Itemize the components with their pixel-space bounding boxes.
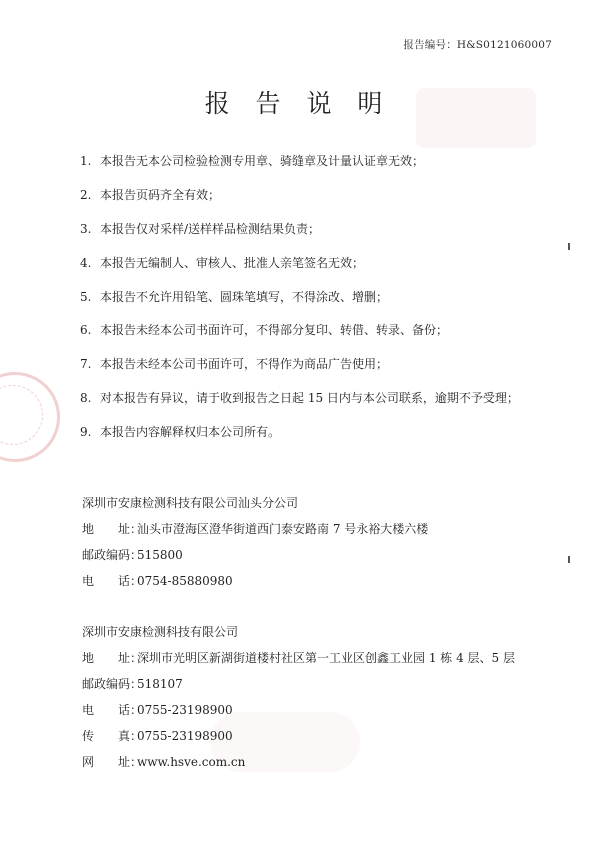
zip-value: 515800 <box>137 548 183 562</box>
report-number: 报告编号：H&S0121060007 <box>403 39 552 51</box>
zip-value: 518107 <box>137 677 183 691</box>
item-text: 本报告未经本公司书面许可，不得作为商品广告使用； <box>100 357 389 372</box>
fax-value: 0755-23198900 <box>137 729 233 743</box>
list-item <box>80 321 570 355</box>
item-text: 本报告无本公司检验检测专用章、骑缝章及计量认证章无效； <box>100 154 425 168</box>
phone-value: 0755-23198900 <box>137 703 233 717</box>
list-item <box>80 288 570 322</box>
item-number: 1. <box>80 154 92 168</box>
item-number: 6. <box>80 323 92 338</box>
zip-row <box>82 675 515 701</box>
zip-row <box>82 546 428 572</box>
web-row <box>82 753 515 779</box>
item-text: 对本报告有异议，请于收到报告之日起 15 日内与本公司联系，逾期不予受理； <box>100 391 519 406</box>
page-title: 报 告 说 明 <box>204 89 392 118</box>
seal-stamp-icon <box>0 372 60 462</box>
item-number: 5. <box>80 289 92 304</box>
item-text: 本报告内容解释权归本公司所有。 <box>100 425 281 440</box>
item-number: 9. <box>80 425 92 440</box>
item-text: 本报告仅对采样/送样样品检测结果负责； <box>100 221 321 236</box>
list-item <box>80 220 570 254</box>
item-number: 4. <box>80 255 92 270</box>
address-label: 地 址： <box>82 651 143 665</box>
phone-row <box>82 572 428 598</box>
fax-row <box>82 727 515 753</box>
address-row <box>82 649 515 675</box>
list-item <box>80 186 570 220</box>
item-number: 7. <box>80 357 92 372</box>
zip-label: 邮政编码： <box>82 677 143 691</box>
company-name: 深圳市安康检测科技有限公司 <box>82 625 239 639</box>
item-number: 8. <box>80 391 92 406</box>
list-item <box>80 152 570 186</box>
phone-label: 电 话： <box>82 703 143 717</box>
phone-value: 0754-85880980 <box>137 574 233 588</box>
web-link[interactable]: www.hsve.com.cn <box>137 755 246 769</box>
address-value: 汕头市澄海区澄华街道西门泰安路南 7 号永裕大楼六楼 <box>137 522 429 536</box>
list-item <box>80 423 570 457</box>
item-number: 2. <box>80 187 92 202</box>
address-row <box>82 520 428 546</box>
list-item <box>80 389 570 423</box>
phone-label: 电 话： <box>82 574 143 588</box>
item-text: 本报告不允许用铅笔、圆珠笔填写，不得涂改、增删； <box>100 289 389 304</box>
list-item <box>80 355 570 389</box>
binding-mark <box>568 556 570 563</box>
phone-row <box>82 701 515 727</box>
item-number: 3. <box>80 221 92 236</box>
company-hq-info <box>82 623 515 779</box>
address-label: 地 址： <box>82 522 143 536</box>
list-item <box>80 254 570 288</box>
item-text: 本报告无编制人、审核人、批准人亲笔签名无效； <box>100 255 365 270</box>
zip-label: 邮政编码： <box>82 548 143 562</box>
company-branch-info <box>82 494 428 598</box>
item-text: 本报告页码齐全有效； <box>100 187 221 202</box>
address-value: 深圳市光明区新湖街道楼村社区第一工业区创鑫工业园 1 栋 4 层、5 层 <box>137 651 515 665</box>
fax-label: 传 真： <box>82 729 143 743</box>
item-text: 本报告未经本公司书面许可，不得部分复印、转借、转录、备份； <box>100 323 449 338</box>
web-label: 网 址： <box>82 755 143 769</box>
company-name: 深圳市安康检测科技有限公司汕头分公司 <box>82 496 299 510</box>
notes-list <box>80 152 570 457</box>
